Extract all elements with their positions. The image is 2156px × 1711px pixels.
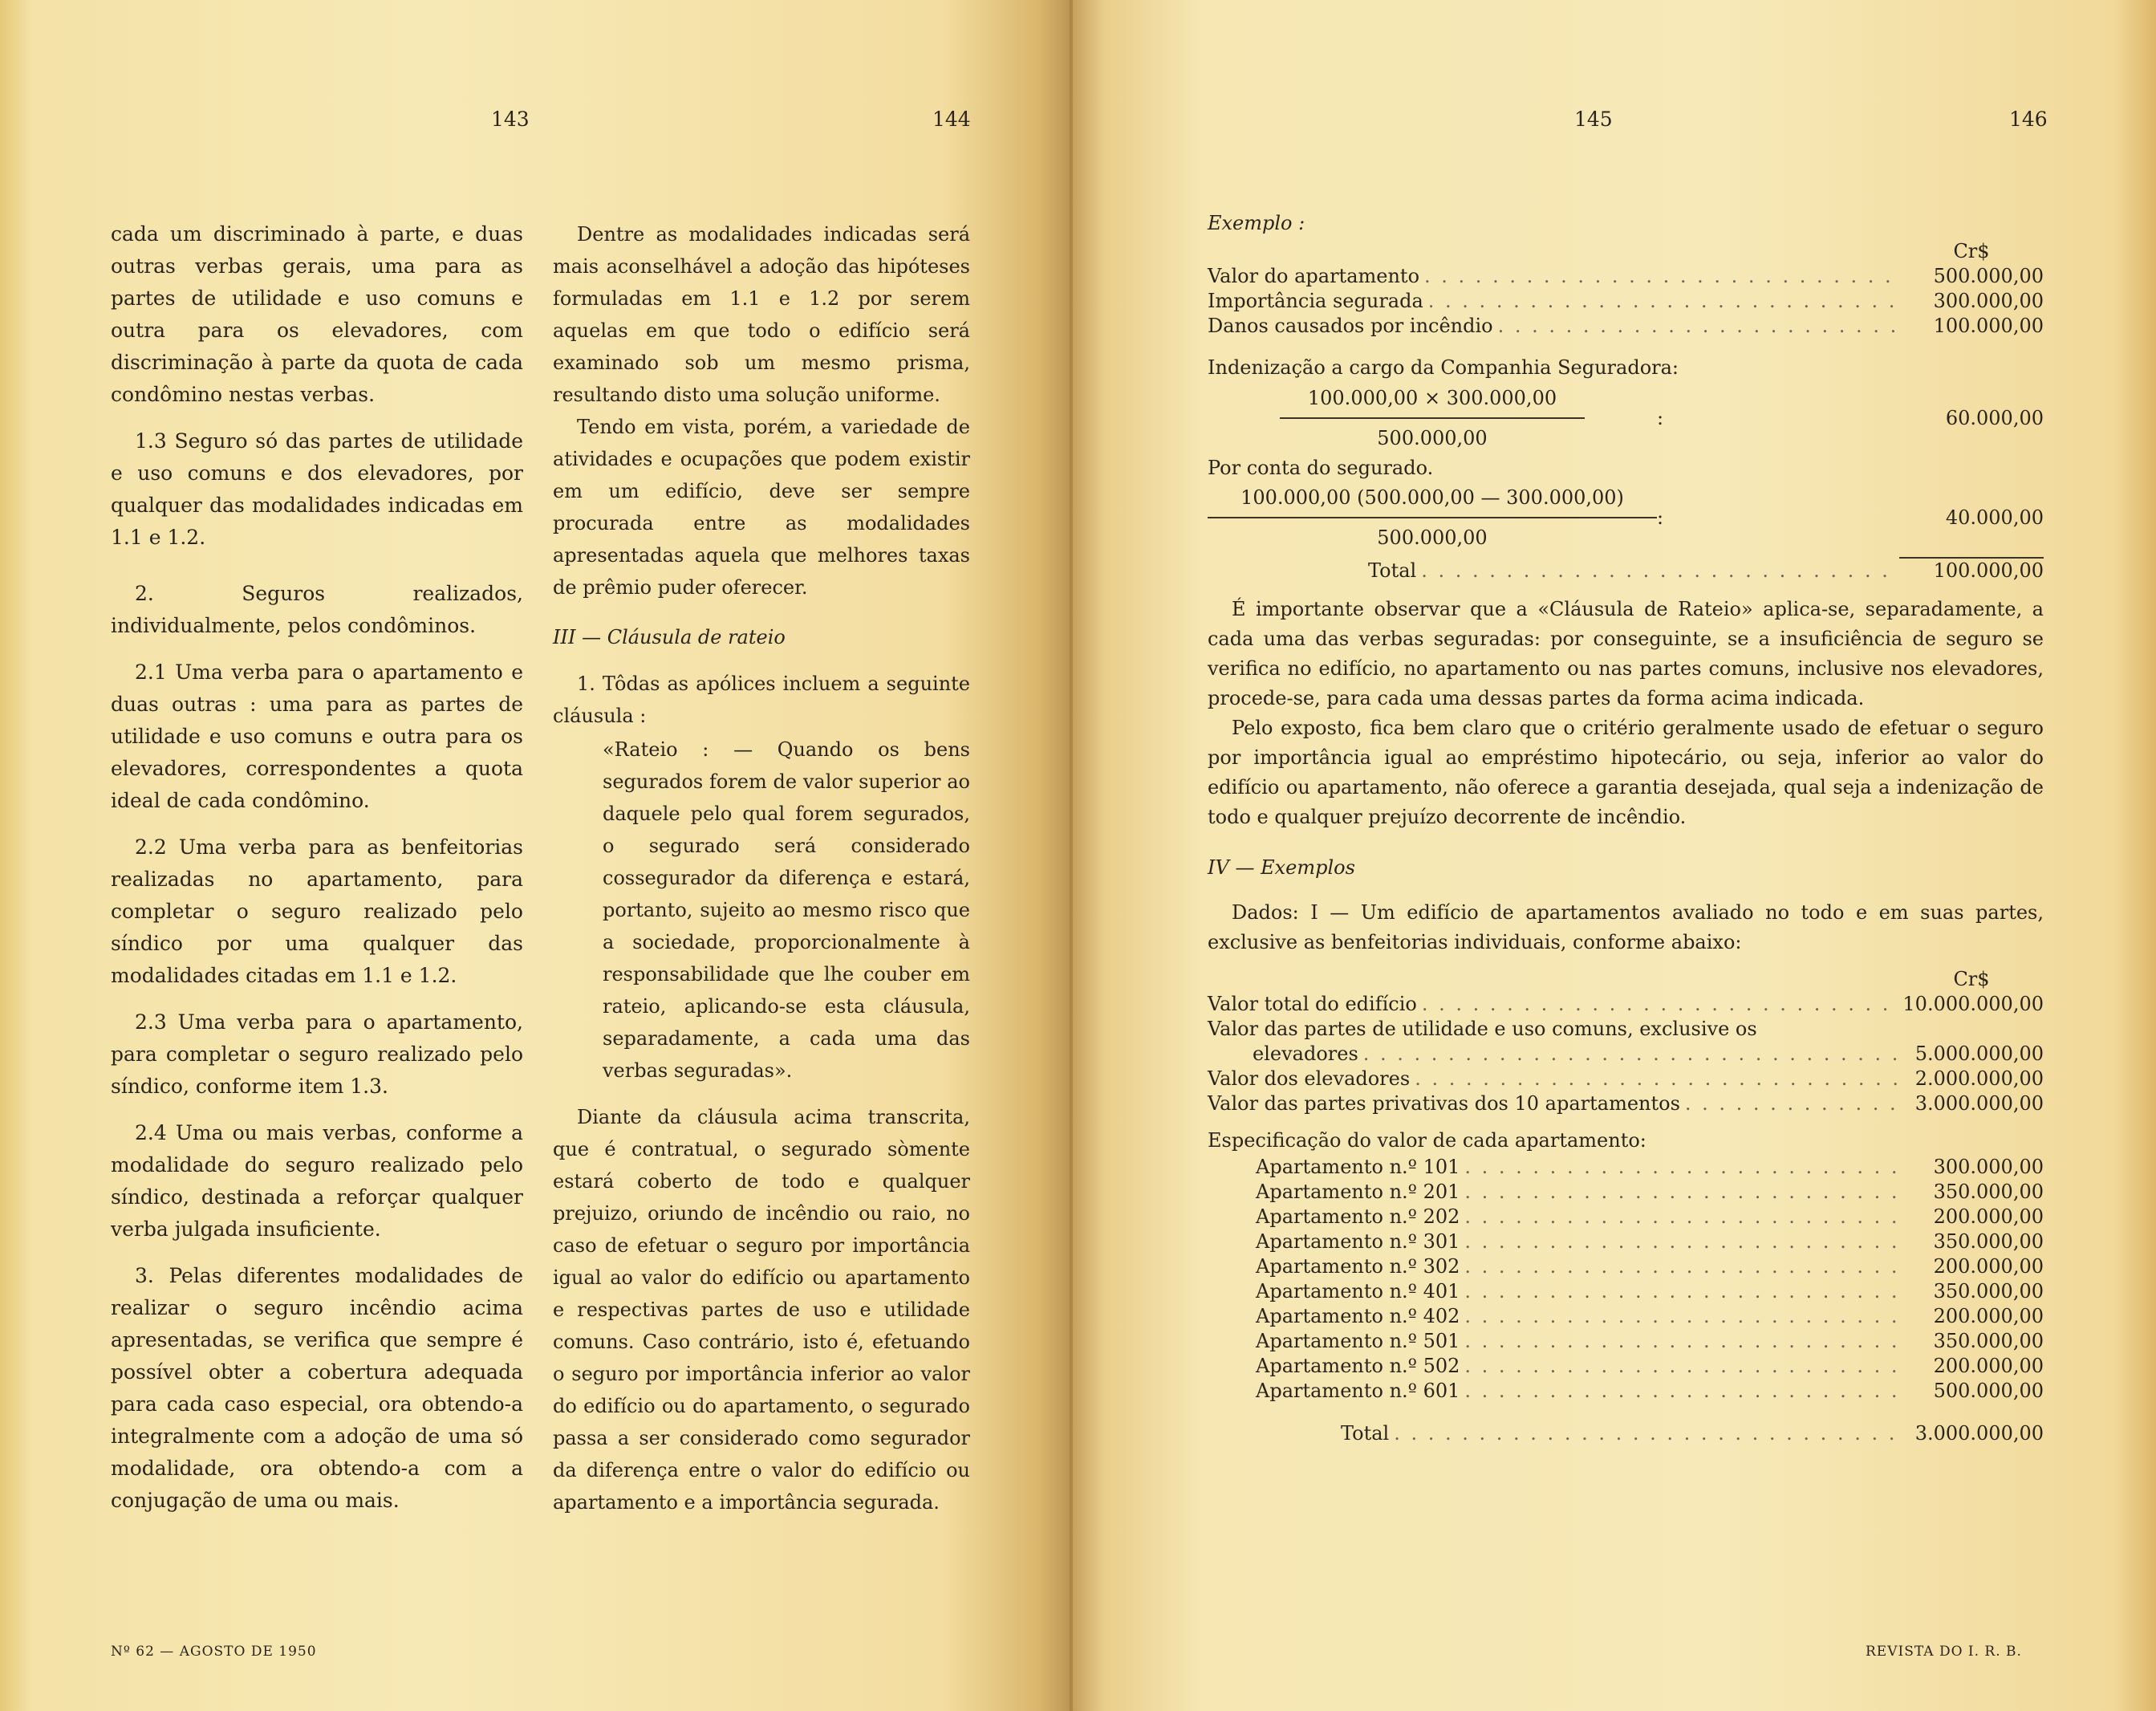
row-label: Danos causados por incêndio: [1208, 315, 1493, 337]
apartment-row: [1208, 1155, 2044, 1180]
row-label: Valor total do edifício: [1208, 993, 1417, 1015]
paragraph-modalidades: Dentre as modalidades indicadas será mais aconselhável a adoção das hipóteses formuladas em 1.1 e 1.2 por serem aquelas em que todo o edifício será examinado sob um mesmo prisma, resultando disto uma solução uniforme.: [553, 223, 970, 406]
page-number-143: 143: [491, 108, 530, 131]
currency-header-2: Cr$: [1953, 968, 1990, 990]
fraction-bar: [1280, 417, 1585, 419]
formula-result-insurer: 60.000,00: [1945, 407, 2044, 429]
row-value: 5.000.000,00: [1914, 1042, 2044, 1065]
paragraph-variedade: Tendo em vista, porém, a variedade de atividades e ocupações que podem existir em um edifício, deve ser sempre procurada entre as modalidades apresentadas aquela que melhores taxas de prêmio puder oferecer.: [553, 416, 970, 599]
text-block-dados: [1208, 898, 2044, 957]
dot-leader: [1419, 264, 1899, 289]
dot-leader: [1423, 289, 1899, 314]
indemnity-label: Indenização a cargo da Companhia Seguradora:: [1208, 356, 1679, 379]
formula-insured: [1208, 482, 2044, 554]
formula-numerator-b: 300.000,00: [1446, 387, 1557, 409]
apartment-row: [1208, 1304, 2044, 1329]
formula-denominator: 500.000,00: [1377, 526, 1488, 549]
section-heading-iii: III — Cláusula de rateio: [553, 626, 786, 648]
times-sign: ×: [1423, 387, 1441, 409]
dot-leader: [1460, 1379, 1899, 1404]
row-label: Apartamento n.º 302: [1256, 1255, 1460, 1278]
paragraph-2-4: 2.4 Uma ou mais verbas, conforme a modalidade do seguro realizado pelo síndico, destinada a reforçar qualquer verba julgada insuficiente.: [111, 1121, 523, 1241]
formula-denominator: 500.000,00: [1377, 427, 1488, 449]
dot-leader: [1460, 1229, 1899, 1254]
dot-leader: [1460, 1205, 1899, 1229]
row-value: 10.000.000,00: [1902, 993, 2044, 1015]
dot-leader: [1460, 1329, 1899, 1354]
building-values-list: [1208, 992, 2044, 1116]
paragraph-importante: É importante observar que a «Cláusula de Rateio» aplica-se, separadamente, a cada uma das verbas seguradas: por conseguinte, se a insuficiência de seguro se verifica no edifício, no apartamento ou nas partes comuns, inclusive nos elevadores, procede-se, para cada uma dessas partes da forma acima indicada.: [1208, 598, 2044, 709]
row-label: Apartamento n.º 401: [1256, 1280, 1460, 1303]
paragraph-1-3: 1.3 Seguro só das partes de utilidade e uso comuns e dos elevadores, por qualquer das modalidades indicadas em 1.1 e 1.2.: [111, 429, 523, 549]
apartment-row: [1208, 1354, 2044, 1379]
page-number-144: 144: [932, 108, 971, 131]
paragraph-2-1: 2.1 Uma verba para o apartamento e duas outras : uma para as partes de utilidade e uso comuns e outra para os elevadores, correspondentes a quota ideal de cada condômino.: [111, 660, 523, 812]
fraction-insurer: [1208, 382, 1657, 454]
fraction-bar: [1208, 517, 1657, 518]
apartment-row: [1208, 1379, 2044, 1404]
building-value-row: [1208, 1067, 2044, 1091]
formula-colon: :: [1657, 506, 1664, 529]
dot-leader: [1460, 1254, 1899, 1279]
formula-numerator: 100.000,00 (500.000,00 — 300.000,00): [1240, 486, 1624, 509]
book-gutter: [1070, 0, 1073, 1711]
row-value: 200.000,00: [1933, 1305, 2044, 1327]
spec-label: Especificação do valor de cada apartamento:: [1208, 1129, 1646, 1152]
dot-leader: [1460, 1180, 1899, 1205]
row-value: 100.000,00: [1933, 315, 2044, 337]
dot-leader: [1460, 1354, 1899, 1379]
row-label: Valor do apartamento: [1208, 265, 1420, 287]
row-label: Apartamento n.º 501: [1256, 1330, 1460, 1352]
dot-leader: [1460, 1155, 1899, 1180]
row-value: 350.000,00: [1933, 1330, 2044, 1352]
row-value: 200.000,00: [1933, 1355, 2044, 1377]
row-label: Valor das partes de utilidade e uso comuns, exclusive os: [1208, 1018, 1757, 1040]
apartment-row: [1208, 1205, 2044, 1229]
footer-issue: Nº 62 — AGOSTO DE 1950: [111, 1644, 317, 1660]
dot-leader: [1680, 1091, 1899, 1116]
row-value: 2.000.000,00: [1914, 1067, 2044, 1090]
formula-numerator-a: 100.000,00: [1307, 387, 1419, 409]
row-label: Apartamento n.º 301: [1256, 1230, 1460, 1253]
example-value-row: [1208, 264, 2044, 289]
dot-leader: [1417, 992, 1899, 1017]
dot-leader: [1460, 1304, 1899, 1329]
row-label: Apartamento n.º 601: [1256, 1380, 1460, 1402]
example-title: Exemplo :: [1208, 212, 1305, 234]
row-value: 300.000,00: [1933, 1156, 2044, 1178]
dot-leader: [1460, 1279, 1899, 1304]
row-value: 350.000,00: [1933, 1280, 2044, 1303]
paragraph-2-2: 2.2 Uma verba para as benfeitorias realizadas no apartamento, para completar o seguro realizado pelo síndico por uma qualquer das modalidades citadas em 1.1 e 1.2.: [111, 835, 523, 987]
row-value: 200.000,00: [1933, 1255, 2044, 1278]
apartment-row: [1208, 1229, 2044, 1254]
formula-colon: :: [1657, 407, 1664, 429]
row-label: Apartamento n.º 202: [1256, 1205, 1460, 1228]
building-value-row: [1208, 1017, 2044, 1042]
row-value: 350.000,00: [1933, 1230, 2044, 1253]
paragraph-2-3: 2.3 Uma verba para o apartamento, para completar o seguro realizado pelo síndico, conforme item 1.3.: [111, 1010, 523, 1098]
example-value-row: [1208, 289, 2044, 314]
column-page-144: [553, 218, 970, 1518]
dot-leader: [1358, 1042, 1899, 1067]
example-value-row: [1208, 314, 2044, 339]
formula-result-insured: 40.000,00: [1945, 506, 2044, 529]
building-value-row: [1208, 992, 2044, 1017]
apartment-row: [1208, 1279, 2044, 1304]
page-number-146: 146: [2009, 108, 2048, 131]
row-value: 300.000,00: [1933, 290, 2044, 312]
currency-header: Cr$: [1953, 240, 1990, 262]
insured-label: Por conta do segurado.: [1208, 457, 1434, 479]
formula-insurer: [1208, 382, 2044, 454]
row-value: 500.000,00: [1933, 265, 2044, 287]
paragraph-3: 3. Pelas diferentes modalidades de realizar o seguro incêndio acima apresentadas, se verifica que sempre é possível obter a cobertura adequada para cada caso especial, ora obtendo-a integralmente com a adoção de uma só modalidade, ora obtendo-a com a conjugação de uma ou mais.: [111, 1264, 523, 1512]
total-row-apartments: Total . . . 3.000.000,00: [1208, 1421, 2044, 1446]
paragraph-diante: Diante da cláusula acima transcrita, que é contratual, o segurado sòmente estará coberto de todo e qualquer prejuizo, oriundo de incêndio ou raio, no caso de efetuar o seguro por importância igual ao valor do edifício ou apartamento e respectivas partes de uso e utilidade comuns. Caso contrário, isto é, efetuando o seguro por importância inferior ao valor do edifício ou do apartamento, o segurado passa a ser considerado como segurador da diferença entre o valor do edifício ou apartamento e a importância segurada.: [553, 1106, 970, 1514]
footer-journal: REVISTA DO I. R. B.: [1866, 1644, 2022, 1660]
total-row: Total . . . 100.000,00: [1208, 557, 2044, 582]
fraction-insured: [1208, 482, 1657, 554]
row-value: 3.000.000,00: [1914, 1092, 2044, 1115]
row-label: Apartamento n.º 101: [1256, 1156, 1460, 1178]
apartment-row: [1208, 1254, 2044, 1279]
quote-rateio: «Rateio : — Quando os bens segurados forem de valor superior ao daquele pelo qual forem segurados, o segurado será considerado cossegurador da diferença e estará, portanto, sujeito ao mesmo risco que a sociedade, proporcionalmente à responsabilidade que lhe couber em rateio, aplicando-se esta cláusula, separadamente, a cada uma das verbas seguradas».: [603, 738, 970, 1082]
row-label: Apartamento n.º 201: [1256, 1181, 1460, 1203]
example-values-list: [1208, 264, 2044, 339]
building-value-row: [1208, 1091, 2044, 1116]
paragraph-continuation: cada um discriminado à parte, e duas outras verbas gerais, uma para as partes de utilidade e uso comuns e outra para os elevadores, com discriminação à parte da quota de cada condômino nestas verbas.: [111, 222, 523, 406]
row-label: Valor dos elevadores: [1208, 1067, 1411, 1090]
paragraph-dados: Dados: I — Um edifício de apartamentos avaliado no todo e em suas partes, exclusive as benfeitorias individuais, conforme abaixo:: [1208, 901, 2044, 953]
apartment-values-list: [1208, 1155, 2044, 1404]
paragraph-exposto: Pelo exposto, fica bem claro que o critério geralmente usado de efetuar o seguro por importância igual ao empréstimo hipotecário, ou seja, inferior ao valor do edifício ou apartamento, não oferece a garantia desejada, qual seja a indenização de todo e qualquer prejuízo decorrente de incêndio.: [1208, 717, 2044, 828]
page-number-145: 145: [1574, 108, 1613, 131]
apartment-row: [1208, 1180, 2044, 1205]
building-value-row: [1208, 1042, 2044, 1067]
dot-leader: [1493, 314, 1899, 339]
paragraph-2: 2. Seguros realizados, individualmente, pelos condôminos.: [111, 582, 523, 637]
section-heading-iv: IV — Exemplos: [1208, 856, 1355, 879]
row-label: Apartamento n.º 502: [1256, 1355, 1460, 1377]
text-block-rateio: [1208, 595, 2044, 832]
column-page-143: [111, 218, 523, 1517]
column-pages-145-146: [1208, 207, 2044, 1446]
row-label: elevadores: [1253, 1042, 1358, 1065]
row-value: 200.000,00: [1933, 1205, 2044, 1228]
row-value: 500.000,00: [1933, 1380, 2044, 1402]
row-label: Valor das partes privativas dos 10 apartamentos: [1208, 1092, 1680, 1115]
row-value: 350.000,00: [1933, 1181, 2044, 1203]
row-label: Importância segurada: [1208, 290, 1423, 312]
dot-leader: [1410, 1067, 1899, 1091]
paragraph-clausula-intro: 1. Tôdas as apólices incluem a seguinte cláusula :: [553, 673, 970, 727]
apartment-row: [1208, 1329, 2044, 1354]
row-label: Apartamento n.º 402: [1256, 1305, 1460, 1327]
